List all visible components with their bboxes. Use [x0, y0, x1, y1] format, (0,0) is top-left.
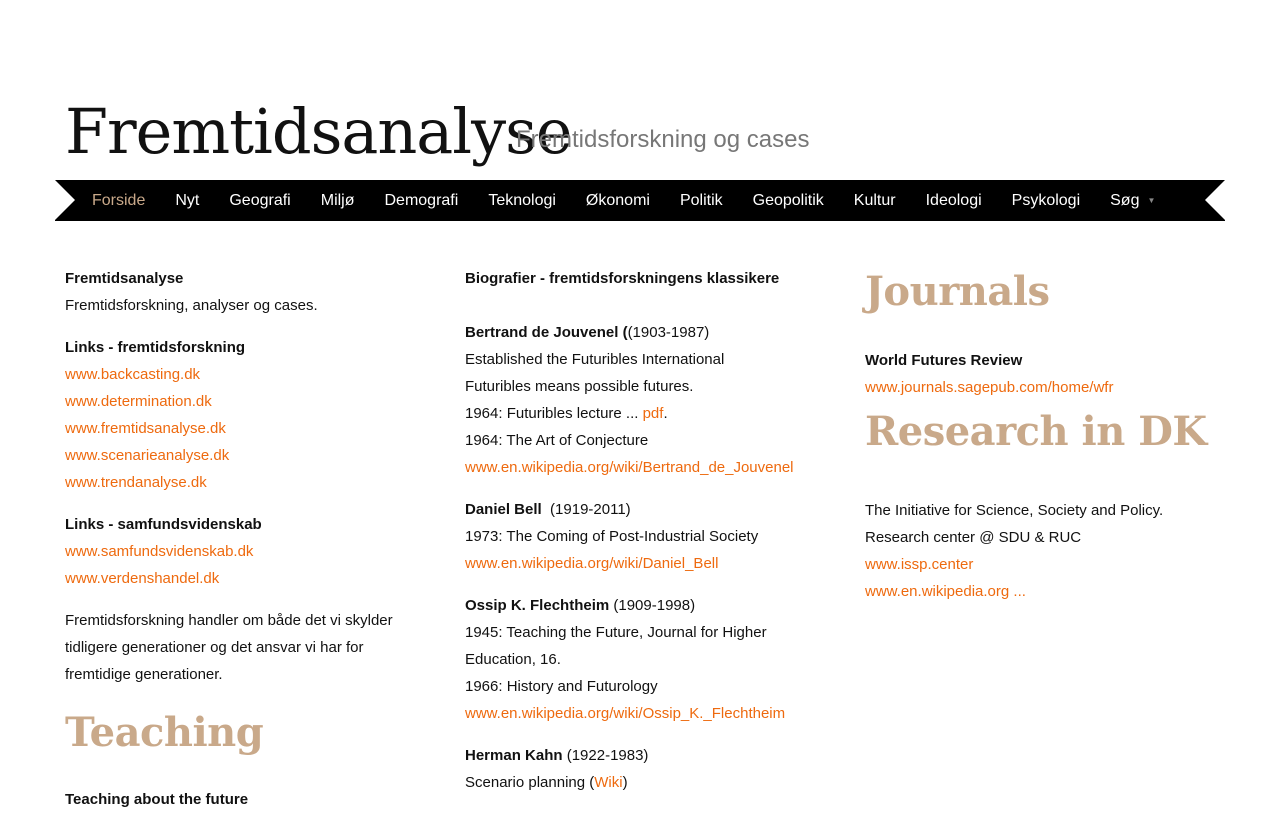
bio-kahn-line1 [465, 769, 825, 796]
intro-heading: Fremtidsanalyse [65, 270, 184, 287]
link-samfundsvidenskab[interactable]: www.samfundsvidenskab.dk [65, 543, 254, 560]
nav-notch-right [1205, 180, 1225, 220]
bio-jouvenel-line1: Established the Futuribles International [465, 351, 725, 368]
jouvenel-pdf-link[interactable]: pdf [642, 405, 664, 422]
bio-jouvenel-title: Bertrand de Jouvenel ((1903-1987) [465, 324, 710, 341]
bio-jouvenel-line3 [465, 400, 825, 427]
journal-name: World Futures Review [865, 352, 1023, 369]
journal-link[interactable]: www.journals.sagepub.com/home/wfr [865, 379, 1114, 396]
bio-jouvenel-line3-text: 1964: Futuribles lecture ... [465, 405, 643, 422]
nav-item-nyt[interactable]: Nyt [175, 192, 200, 209]
bio-flechtheim-title [465, 592, 825, 619]
flechtheim-wiki-link[interactable]: www.en.wikipedia.org/wiki/Ossip_K._Flechtheim [465, 705, 786, 722]
nav-menu [77, 180, 1170, 221]
teaching-subheading: Teaching about the future [65, 791, 249, 808]
bio-flechtheim-name: Ossip K. Flechtheim [465, 597, 610, 614]
nav-notch-left [55, 180, 75, 220]
links-social-heading: Links - samfundsvidenskab [65, 516, 262, 533]
bio-jouvenel-line2: Futuribles means possible futures. [465, 378, 694, 395]
left-column [65, 265, 415, 813]
link-backcasting[interactable]: www.backcasting.dk [65, 366, 201, 383]
bio-bell-line1: 1973: The Coming of Post-Industrial Society [465, 528, 759, 545]
nav-item-psykologi[interactable]: Psykologi [1011, 192, 1081, 209]
middle-column [465, 265, 825, 796]
nav-item-sog[interactable] [1095, 180, 1170, 221]
bio-bell-years: (1919-2011) [550, 501, 631, 518]
link-scenarieanalyse[interactable]: www.scenarieanalyse.dk [65, 447, 230, 464]
nav-item-ideologi[interactable]: Ideologi [925, 192, 982, 209]
bio-bell-title [465, 496, 825, 523]
issp-link[interactable]: www.issp.center [865, 556, 974, 573]
bio-kahn-name: Herman Kahn [465, 747, 563, 764]
site-title[interactable]: Fremtidsanalyse [65, 95, 572, 168]
research-line2: Research center @ SDU & RUC [865, 529, 1082, 546]
nav-item-geografi[interactable]: Geografi [229, 192, 291, 209]
bio-jouvenel-line3-suffix: . [663, 405, 668, 422]
link-trendanalyse[interactable]: www.trendanalyse.dk [65, 474, 207, 491]
teaching-heading: Teaching [65, 709, 264, 756]
nav-item-sog-label: Søg [1110, 191, 1140, 209]
bio-kahn-line1-suffix: ) [622, 774, 628, 791]
nav-item-demografi[interactable]: Demografi [384, 192, 459, 209]
right-column [865, 265, 1215, 605]
bio-kahn-title [465, 742, 825, 769]
bio-kahn-line1-text: Scenario planning ( [465, 774, 595, 791]
nav-item-forside[interactable]: Forside [92, 192, 146, 209]
wikipedia-link[interactable]: www.en.wikipedia.org ... [865, 583, 1026, 600]
journals-heading: Journals [865, 268, 1050, 315]
biographies-heading: Biografier - fremtidsforskningens klassikere [465, 270, 780, 287]
bio-bell-name: Daniel Bell [465, 501, 542, 518]
intro-subtitle: Fremtidsforskning, analyser og cases. [65, 297, 318, 314]
chevron-down-icon: ▼ [1147, 196, 1156, 206]
nav-item-okonomi[interactable]: Økonomi [585, 192, 650, 209]
bio-flechtheim-years: (1909-1998) [613, 597, 696, 614]
kahn-wiki-link[interactable]: Wiki [594, 774, 623, 791]
jouvenel-wiki-link[interactable]: www.en.wikipedia.org/wiki/Bertrand_de_Jouvenel [465, 459, 794, 476]
nav-item-miljo[interactable]: Miljø [320, 192, 355, 209]
intro-paragraph: Fremtidsforskning handler om både det vi skylder tidligere generationer og det ansvar vi har for fremtidige generationer. [65, 612, 393, 683]
links-futures-heading: Links - fremtidsforskning [65, 339, 246, 356]
bio-jouvenel-line4: 1964: The Art of Conjecture [465, 432, 649, 449]
link-verdenshandel[interactable]: www.verdenshandel.dk [65, 570, 220, 587]
bio-flechtheim-line2: 1966: History and Futurology [465, 678, 658, 695]
bio-jouvenel-years: (1903-1987) [627, 324, 710, 341]
link-determination[interactable]: www.determination.dk [65, 393, 212, 410]
research-heading: Research in DK [865, 408, 1207, 455]
nav-item-teknologi[interactable]: Teknologi [488, 192, 556, 209]
bio-flechtheim-line1: 1945: Teaching the Future, Journal for Higher Education, 16. [465, 624, 767, 668]
nav-item-politik[interactable]: Politik [679, 192, 723, 209]
nav-item-geopolitik[interactable]: Geopolitik [752, 192, 824, 209]
bio-jouvenel-name: Bertrand de Jouvenel [465, 324, 619, 341]
link-fremtidsanalyse[interactable]: www.fremtidsanalyse.dk [65, 420, 226, 437]
main-navigation [55, 180, 1225, 221]
nav-item-kultur[interactable]: Kultur [853, 192, 896, 209]
bio-kahn-years: (1922-1983) [566, 747, 649, 764]
bell-wiki-link[interactable]: www.en.wikipedia.org/wiki/Daniel_Bell [465, 555, 719, 572]
research-line1: The Initiative for Science, Society and Policy. [865, 502, 1164, 519]
site-tagline: Fremtidsforskning og cases [516, 126, 810, 153]
